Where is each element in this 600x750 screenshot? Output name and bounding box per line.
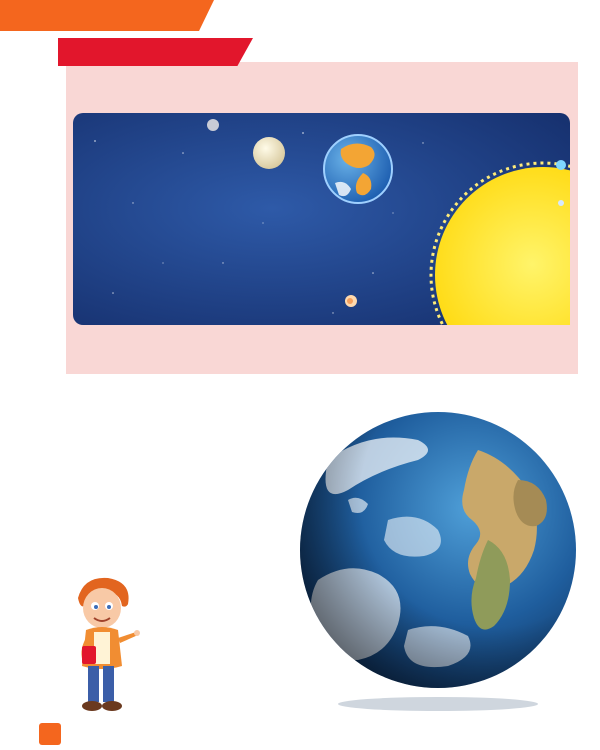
section-tab <box>0 0 214 31</box>
cartoon-boy-illustration <box>68 574 140 714</box>
section1-title-tab <box>58 38 253 66</box>
earth-globe-illustration <box>288 380 588 720</box>
page-number-badge <box>39 723 61 745</box>
solar-system-illustration <box>73 113 570 325</box>
